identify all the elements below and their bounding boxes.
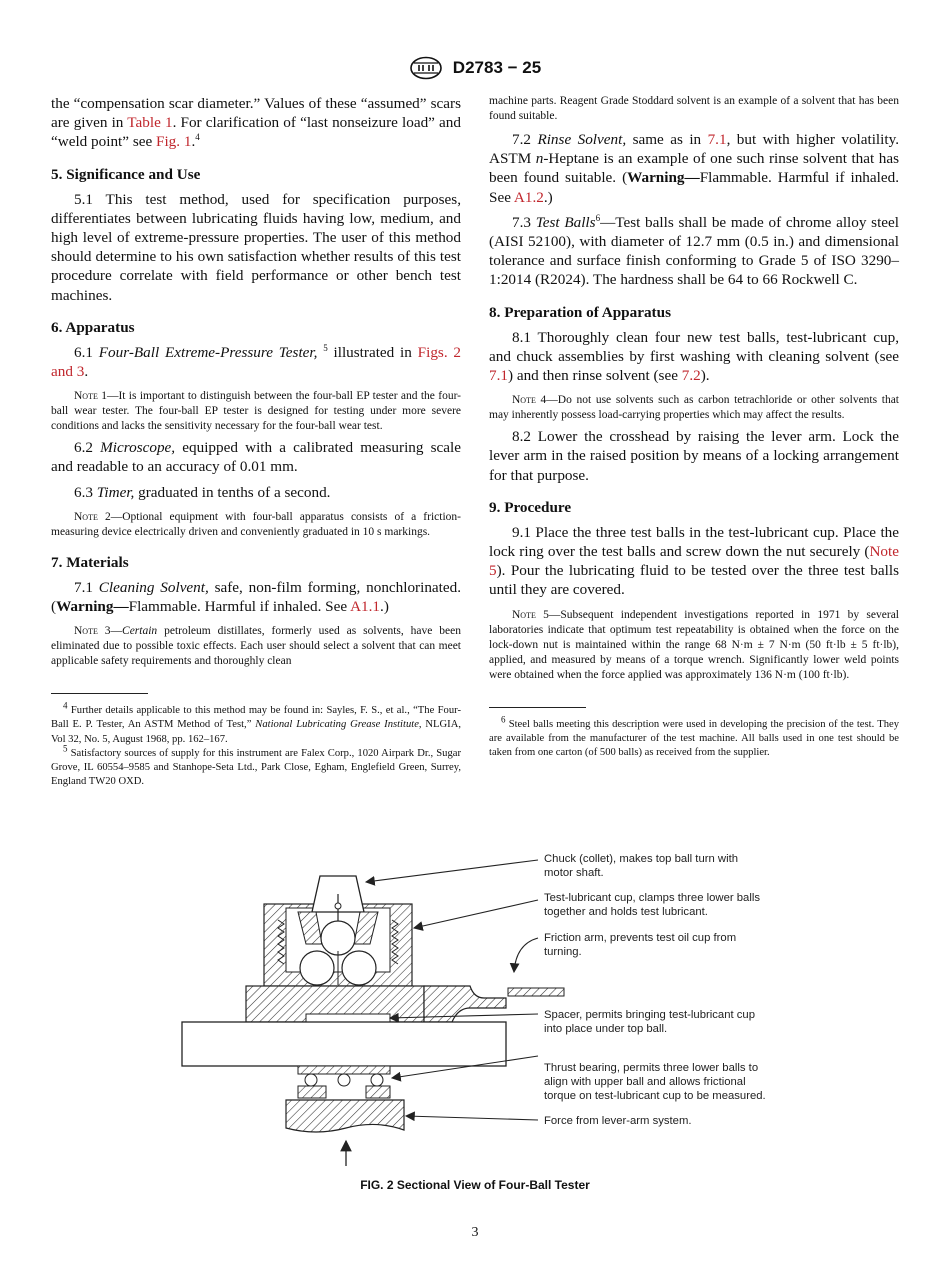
paragraph-9-1: 9.1 Place the three test balls in the test-lubricant cup. Place the lock ring over the test balls and screw down the nut securely (Note 5). Pour the lubricating fluid to be tested over the three test balls until they are covered. [489, 523, 899, 599]
lever-arm-block [286, 1100, 404, 1166]
footnote-rule [51, 693, 148, 694]
document-number: D2783 − 25 [452, 58, 542, 77]
label-chuck-2: motor shaft. [544, 867, 604, 879]
paragraph-7-3: 7.3 Test Balls$^6$—Test balls shall be made of chrome alloy steel (AISI 52100), with diameter of 12.7 mm (0.5 in.) and dimensional tolerance and surface finish conforming to Grade 5 of ISO 3290–1:2014 (R2024). The hardness shall be 64 to 66 Rockwell C. [489, 212, 899, 289]
footnote-5: $^5$ Satisfactory sources of supply for this instrument are Falex Corp., 1020 Airpark Dr., Sugar Grove, IL 60554–9585 and Stanhope-Seta Ltd., Park Close, Egham, Englefield Green, Surrey, England TW20 OXD. [51, 743, 461, 788]
label-spacer-1: Spacer, permits bringing test-lubricant cup [544, 1009, 755, 1021]
footnote-4: $^4$ Further details applicable to this method may be found in: Sayles, F. S., et al., “The Four-Ball E. P. Tester, An ASTM Method of Test,” National Lubricating Grease Institute, NLGIA, Vol 32, No. 5, August 1968, pp. 162–167. [51, 700, 461, 745]
footnote-rule-right [489, 707, 586, 708]
paragraph-6-2: 6.2 Microscope, equipped with a calibrated measuring scale and readable to an accuracy of 0.01 mm. [51, 439, 461, 476]
figure-caption: FIG. 2 Sectional View of Four-Ball Tester [360, 1178, 590, 1192]
label-bearing-2: align with upper ball and allows frictional [544, 1076, 746, 1088]
note-2: Note 2—Optional equipment with four-ball apparatus consists of a friction-measuring device electrically driven and conveniently graduated in 10 s markings. [51, 510, 461, 538]
section-6-heading: 6. Apparatus [51, 318, 135, 336]
note-3: Note 3—Certain petroleum distillates, formerly used as solvents, have been eliminated due to possible toxic effects. Each user should select a solvent that can meet applicable safety requirements and thoroughly clean [51, 625, 461, 668]
section-7-heading: 7. Materials [51, 553, 129, 571]
paragraph-8-2: 8.2 Lower the crosshead by raising the lever arm. Lock the lever arm in the raised position by means of a locking arrangement for that purpose. [489, 428, 899, 484]
left-column [51, 94, 461, 789]
section-9-heading: 9. Procedure [489, 498, 572, 516]
label-arm-2: turning. [544, 946, 582, 958]
friction-arm [246, 986, 564, 1022]
four-ball-tester-figure [170, 848, 790, 1176]
label-bearing-1: Thrust bearing, permits three lower balls to [544, 1062, 759, 1074]
label-arm-1: Friction arm, prevents test oil cup from [544, 932, 737, 944]
thrust-bearing [298, 1066, 390, 1098]
note-1: Note 1—It is important to distinguish between the four-ball EP tester and the four-ball wear tester. The four-ball EP tester is designed for testing under more severe conditions and lacks the sensitivity necessary for the four-ball wear test. [51, 390, 461, 433]
note-4: Note 4—Do not use solvents such as carbon tetrachloride or other solvents that may inherently possess load-carrying properties which may affect the results. [489, 394, 899, 422]
label-chuck-1: Chuck (collet), makes top ball turn with [544, 853, 739, 865]
note-5-link[interactable]: Note 5 [489, 543, 899, 580]
a1-1-link[interactable]: A1.1 [350, 598, 381, 616]
ref-7-1-link[interactable]: 7.1 [707, 131, 727, 148]
paragraph-8-1: 8.1 Thoroughly clean four new test balls, test-lubricant cup, and chuck assemblies by first washing with cleaning solvent (see 7.1) and then rinse solvent (see 7.2). [489, 328, 899, 385]
paragraph-7-1: 7.1 Cleaning Solvent, safe, non-film forming, nonchlorinated. (Warning—Flammable. Harmful if inhaled. See A1.1.) [51, 578, 462, 616]
page-header [0, 56, 950, 80]
paragraph-6-1: 6.1 Four-Ball Extreme-Pressure Tester, $^5$ illustrated in Figs. 2 and 3. [51, 342, 462, 381]
label-spacer-2: into place under top ball. [544, 1023, 668, 1035]
paragraph-5-1: 5.1 This test method, used for specification purposes, differentiates between lubricating fluids having low, medium, and high level of extreme-pressure properties. The user of this method should determine to his own satisfaction whether results of this test procedure correlate with field performance or other bench test machines. [51, 190, 461, 304]
figure-labels [544, 853, 766, 1127]
label-cup-1: Test-lubricant cup, clamps three lower balls [544, 892, 760, 904]
spacer-plate [182, 1022, 506, 1066]
label-force: Force from lever-arm system. [544, 1115, 692, 1127]
figs-2-3-link[interactable]: Figs. 2 and 3 [51, 343, 462, 381]
paragraph-7-2: 7.2 Rinse Solvent, same as in 7.1, but with higher volatility. ASTM n-Heptane is an example of one such rinse solvent that has been found suitable. (Warning—Flammable. Harmful if inhaled. See A1.2.) [489, 131, 899, 206]
intro-paragraph: the “compensation scar diameter.” Values of these “assumed” scars are given in Table 1. For clarification of “last nonseizure load” and “weld point” see Fig. 1.$^4$ [51, 95, 461, 151]
section-5-heading: 5. Significance and Use [51, 165, 201, 183]
note-5: Note 5—Subsequent independent investigations reported in 1971 by several laboratories indicate that optimum test repeatability is obtained when the force on the lock-down nut is maintained within the range 68 N·m ± 7 N·m (50 ft·lb ± 5 ft·lb), applied, and measured by means of a torque wrench. Significantly lower weld points were obtained when the force applied was approximately 136 N·m (100 ft·lb). [489, 608, 899, 681]
fig-1-link[interactable]: Fig. 1 [156, 133, 192, 151]
astm-logo-icon [409, 56, 443, 80]
section-8-heading: 8. Preparation of Apparatus [489, 303, 671, 321]
footnote-6: $^6$ Steel balls meeting this description were used in developing the precision of the test. They are available from the manufacturer of the test machine. All balls used in one test should be taken from one carton (of 500 balls) as received from the supplier. [489, 714, 899, 759]
label-bearing-3: torque on test-lubricant cup to be measured. [544, 1090, 766, 1102]
right-column [489, 94, 899, 760]
page-number: 3 [471, 1225, 479, 1240]
a1-2-link[interactable]: A1.2 [513, 188, 544, 206]
paragraph-6-3: 6.3 Timer, graduated in tenths of a second. [74, 483, 331, 501]
label-cup-2: together and holds test lubricant. [544, 906, 708, 918]
note-3-continued: machine parts. Reagent Grade Stoddard solvent is an example of a solvent that has been found suitable. [489, 95, 899, 122]
table-1-link[interactable]: Table 1 [127, 114, 173, 132]
ref-7-2-link[interactable]: 7.2 [681, 367, 701, 385]
ref-7-1b-link[interactable]: 7.1 [489, 367, 508, 385]
